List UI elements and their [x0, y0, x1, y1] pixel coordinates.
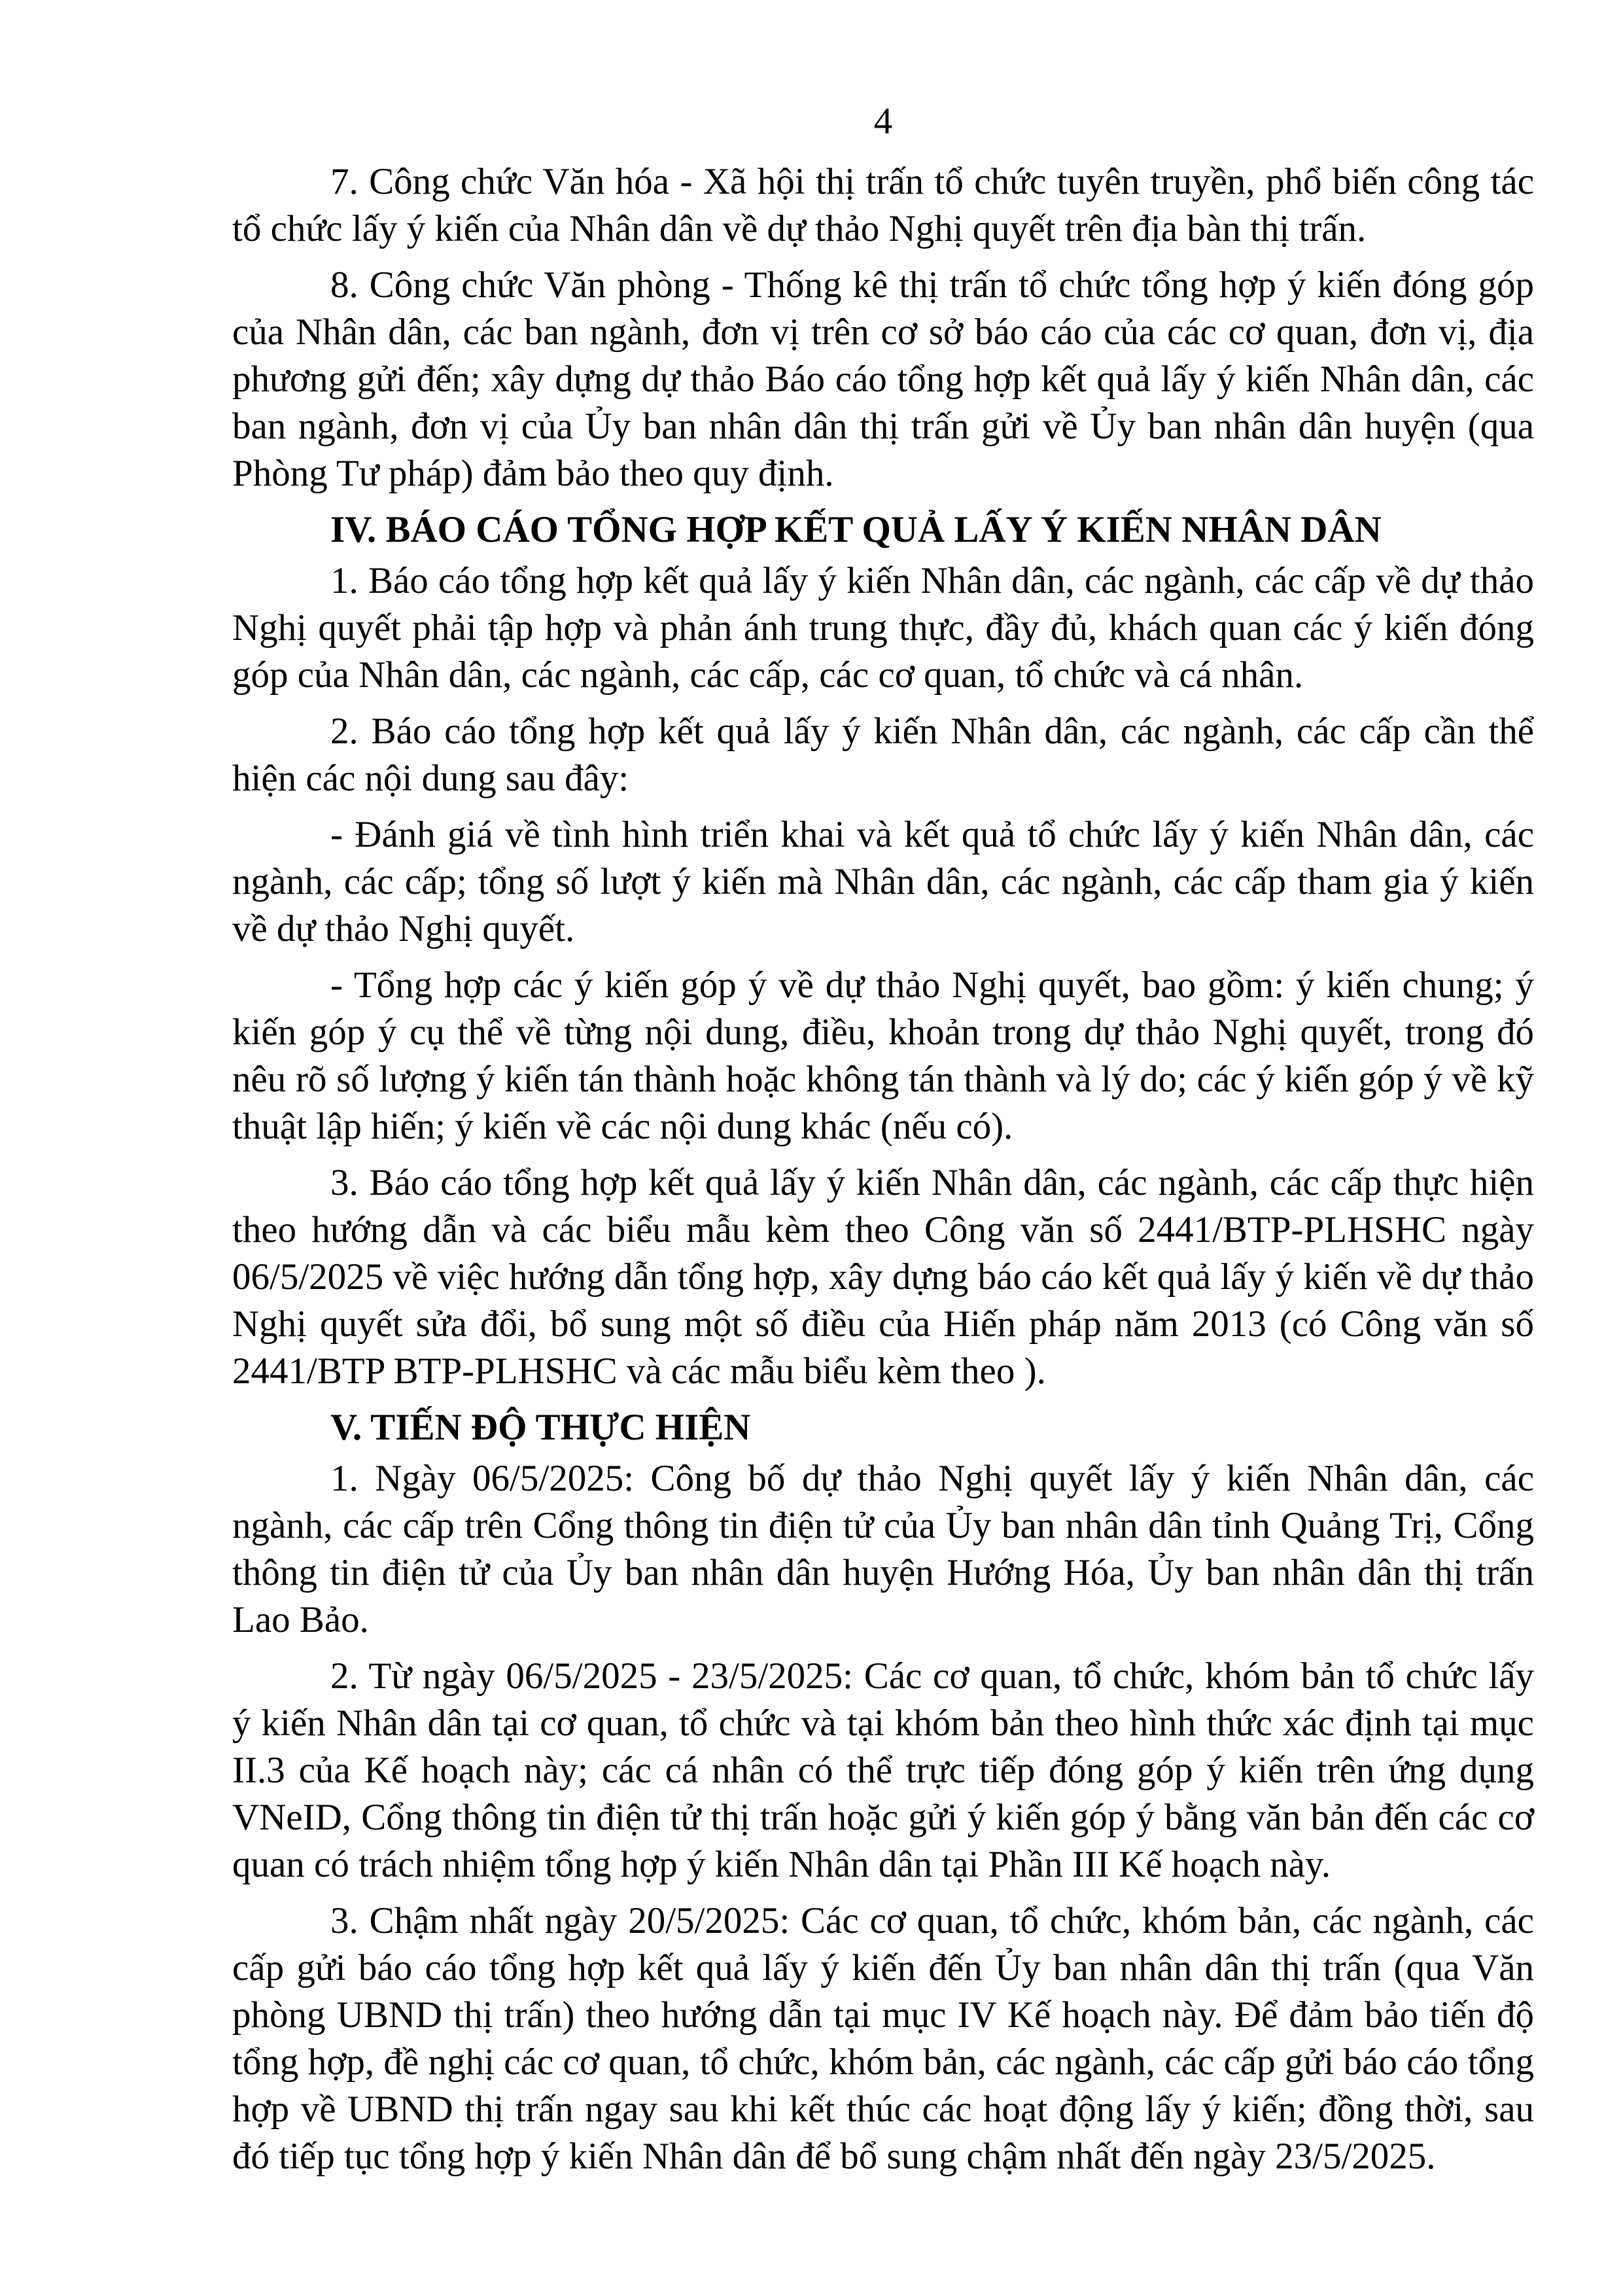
paragraph-item-7: 7. Công chức Văn hóa - Xã hội thị trấn tổ chức tuyên truyền, phổ biến công tác tổ chức lấy ý kiến của Nhân dân về dự thảo Nghị quyết trên địa bàn thị trấn.	[232, 161, 1534, 249]
paragraph-item-8: 8. Công chức Văn phòng - Thống kê thị trấn tổ chức tổng hợp ý kiến đóng góp của Nhân dân, các ban ngành, đơn vị trên cơ sở báo cáo của các cơ quan, đơn vị, địa phương gửi đến; xây dựng dự thảo Báo cáo tổng hợp kết quả lấy ý kiến Nhân dân, các ban ngành, đơn vị của Ủy ban nhân dân thị trấn gửi về Ủy ban nhân dân huyện (qua Phòng Tư pháp) đảm bảo theo quy định.	[232, 264, 1534, 494]
paragraph-v-3: 3. Chậm nhất ngày 20/5/2025: Các cơ quan, tổ chức, khóm bản, các ngành, các cấp gửi báo cáo tổng hợp kết quả lấy ý kiến đến Ủy ban nhân dân thị trấn (qua Văn phòng UBND thị trấn) theo hướng dẫn tại mục IV Kế hoạch này. Để đảm bảo tiến độ tổng hợp, đề nghị các cơ quan, tổ chức, khóm bản, các ngành, các cấp gửi báo cáo tổng hợp về UBND thị trấn ngay sau khi kết thúc các hoạt động lấy ý kiến; đồng thời, sau đó tiếp tục tổng hợp ý kiến Nhân dân để bổ sung chậm nhất đến ngày 23/5/2025.	[232, 1900, 1534, 2177]
page-number: 4	[873, 101, 893, 142]
paragraph-iv-2-bullet-1: - Đánh giá về tình hình triển khai và kết quả tổ chức lấy ý kiến Nhân dân, các ngành, các cấp; tổng số lượt ý kiến mà Nhân dân, các ngành, các cấp tham gia ý kiến về dự thảo Nghị quyết.	[232, 814, 1534, 949]
paragraph-iv-1: 1. Báo cáo tổng hợp kết quả lấy ý kiến Nhân dân, các ngành, các cấp về dự thảo Nghị quyết phải tập hợp và phản ánh trung thực, đầy đủ, khách quan các ý kiến đóng góp của Nhân dân, các ngành, các cấp, các cơ quan, tổ chức và cá nhân.	[232, 560, 1534, 696]
document-page	[232, 98, 1534, 2189]
paragraph-v-1: 1. Ngày 06/5/2025: Công bố dự thảo Nghị quyết lấy ý kiến Nhân dân, các ngành, các cấp trên Cổng thông tin điện tử của Ủy ban nhân dân tỉnh Quảng Trị, Cổng thông tin điện tử của Ủy ban nhân dân huyện Hướng Hóa, Ủy ban nhân dân thị trấn Lao Bảo.	[232, 1458, 1534, 1640]
section-heading-iv: IV. BÁO CÁO TỔNG HỢP KẾT QUẢ LẤY Ý KIẾN NHÂN DÂN	[330, 509, 1382, 550]
paragraph-iv-2-bullet-2: - Tổng hợp các ý kiến góp ý về dự thảo Nghị quyết, bao gồm: ý kiến chung; ý kiến góp ý cụ thể về từng nội dung, điều, khoản trong dự thảo Nghị quyết, trong đó nêu rõ số lượng ý kiến tán thành hoặc không tán thành và lý do; các ý kiến góp ý về kỹ thuật lập hiến; ý kiến về các nội dung khác (nếu có).	[232, 964, 1534, 1147]
section-heading-v: V. TIẾN ĐỘ THỰC HIỆN	[330, 1407, 751, 1448]
paragraph-v-2: 2. Từ ngày 06/5/2025 - 23/5/2025: Các cơ quan, tổ chức, khóm bản tổ chức lấy ý kiến Nhân dân tại cơ quan, tổ chức và tại khóm bản theo hình thức xác định tại mục II.3 của Kế hoạch này; các cá nhân có thể trực tiếp đóng góp ý kiến trên ứng dụng VNeID, Cổng thông tin điện tử thị trấn hoặc gửi ý kiến góp ý bằng văn bản đến các cơ quan có trách nhiệm tổng hợp ý kiến Nhân dân tại Phần III Kế hoạch này.	[232, 1655, 1534, 1885]
paragraph-iv-2: 2. Báo cáo tổng hợp kết quả lấy ý kiến Nhân dân, các ngành, các cấp cần thể hiện các nội dung sau đây:	[232, 711, 1534, 799]
paragraph-iv-3: 3. Báo cáo tổng hợp kết quả lấy ý kiến Nhân dân, các ngành, các cấp thực hiện theo hướng dẫn và các biểu mẫu kèm theo Công văn số 2441/BTP-PLHSHC ngày 06/5/2025 về việc hướng dẫn tổng hợp, xây dựng báo cáo kết quả lấy ý kiến về dự thảo Nghị quyết sửa đổi, bổ sung một số điều của Hiến pháp năm 2013 (có Công văn số 2441/BTP BTP-PLHSHC và các mẫu biểu kèm theo ).	[232, 1162, 1534, 1392]
